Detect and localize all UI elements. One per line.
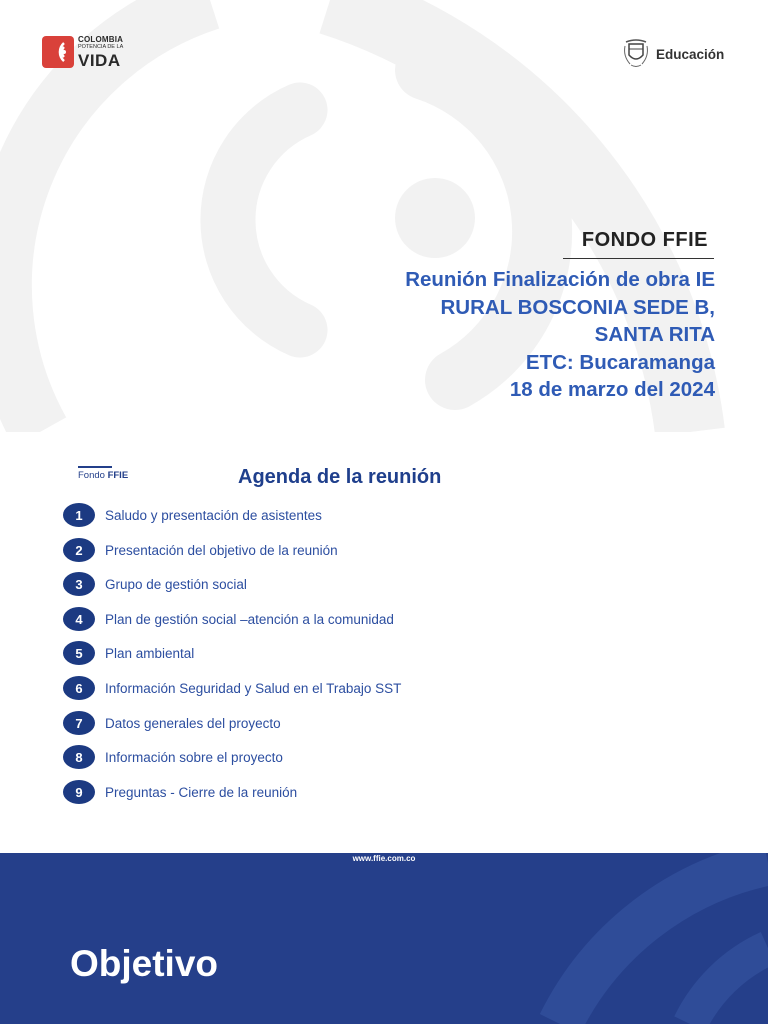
agenda-item [63, 606, 394, 632]
agenda-item-text: Grupo de gestión social [105, 576, 247, 592]
agenda-item [63, 571, 247, 597]
agenda-item [63, 744, 283, 770]
objective-title: Objetivo [70, 943, 219, 984]
agenda-item-text: Presentación del objetivo de la reunión [105, 542, 338, 558]
meeting-line: SANTA RITA [594, 323, 715, 346]
meeting-line: Reunión Finalización de obra IE [405, 268, 715, 291]
meeting-line: 18 de marzo del 2024 [509, 378, 715, 401]
agenda-item-number: 7 [63, 711, 95, 735]
education-ministry-logo [622, 38, 724, 70]
agenda-item-number: 2 [63, 538, 95, 562]
website-link[interactable]: www.ffie.com.co [352, 854, 416, 863]
agenda-item [63, 502, 322, 528]
cover-slide [0, 0, 768, 432]
meeting-line: RURAL BOSCONIA SEDE B, [440, 295, 715, 319]
ffie-logo-bar [78, 466, 112, 468]
agenda-item-number: 9 [63, 780, 95, 804]
agenda-item-text: Saludo y presentación de asistentes [105, 507, 322, 523]
agenda-title: Agenda de la reunión [238, 466, 442, 488]
agenda-item [63, 779, 297, 805]
colombia-logo-line3: VIDA [78, 50, 121, 70]
objective-slide [0, 853, 768, 1024]
meeting-line: ETC: Bucaramanga [525, 350, 715, 374]
agenda-item-number: 1 [63, 503, 95, 527]
coat-of-arms-icon [622, 38, 650, 70]
agenda-item-number: 4 [63, 607, 95, 631]
agenda-item-number: 6 [63, 676, 95, 700]
agenda-item-text: Plan ambiental [105, 645, 195, 661]
agenda-item-number: 5 [63, 641, 95, 665]
colombia-potencia-de-la-vida-logo [42, 36, 123, 69]
agenda-item [63, 640, 194, 666]
agenda-item-text: Plan de gestión social –atención a la comunidad [105, 611, 394, 627]
title-underline [563, 258, 714, 259]
agenda-item [63, 537, 338, 563]
fondo-ffie-logo [78, 466, 128, 481]
colombia-logo-icon [42, 36, 74, 68]
agenda-item [63, 710, 281, 736]
meeting-info [405, 266, 715, 404]
agenda-item-number: 3 [63, 572, 95, 596]
colombia-logo-line2: POTENCIA DE LA [78, 44, 124, 50]
background-arcs-decoration [0, 853, 768, 1024]
education-label: Educación [656, 46, 725, 62]
agenda-item [63, 675, 401, 701]
agenda-item-number: 8 [63, 745, 95, 769]
agenda-item-text: Información Seguridad y Salud en el Trabajo SST [105, 680, 402, 696]
fondo-ffie-title: FONDO FFIE [581, 229, 708, 251]
agenda-item-text: Preguntas - Cierre de la reunión [105, 784, 298, 800]
agenda-item-text: Información sobre el proyecto [105, 749, 283, 765]
ffie-logo-name: FFIE [107, 470, 129, 481]
agenda-slide [0, 432, 768, 853]
colombia-logo-line1: COLOMBIA [78, 35, 124, 44]
agenda-item-text: Datos generales del proyecto [105, 715, 281, 731]
ffie-logo-prefix: Fondo [78, 470, 105, 481]
